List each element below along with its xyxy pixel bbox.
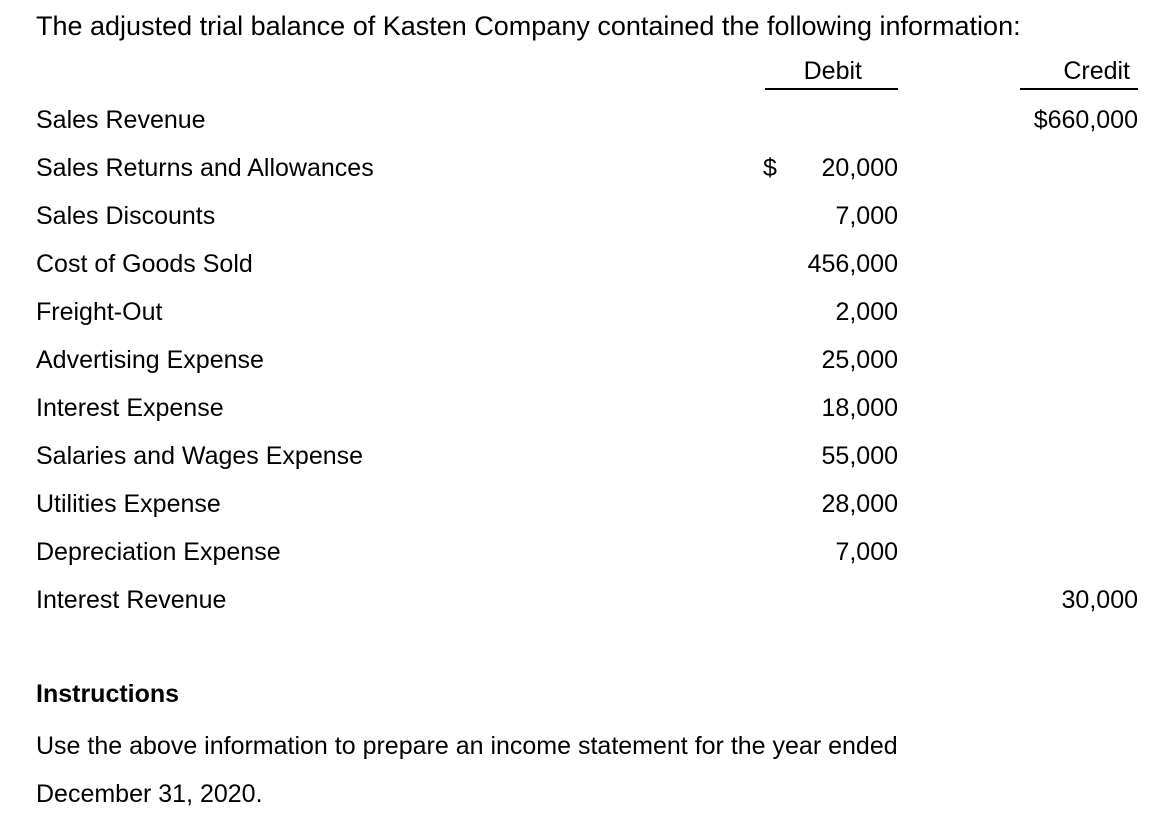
debit-amount: 7,000 xyxy=(835,202,898,230)
dollar-sign: $ xyxy=(763,154,777,182)
account-name: Sales Discounts xyxy=(36,202,216,230)
instructions-text xyxy=(36,722,1086,818)
instructions-title: Instructions xyxy=(36,680,180,708)
credit-amount: $660,000 xyxy=(1033,106,1138,134)
account-name: Salaries and Wages Expense xyxy=(36,442,364,470)
table-row xyxy=(0,144,1172,192)
table-row xyxy=(0,384,1172,432)
intro-text: The adjusted trial balance of Kasten Company contained the following information: xyxy=(36,11,1021,41)
account-name: Utilities Expense xyxy=(36,490,221,518)
debit-amount: 18,000 xyxy=(821,394,898,422)
table-row xyxy=(0,528,1172,576)
debit-amount: 25,000 xyxy=(821,346,898,374)
account-name: Depreciation Expense xyxy=(36,538,281,566)
credit-amount: 30,000 xyxy=(1061,586,1138,614)
debit-amount: 456,000 xyxy=(807,250,898,278)
table-row xyxy=(0,336,1172,384)
debit-amount: 20,000 xyxy=(821,154,898,182)
table-row xyxy=(0,288,1172,336)
table-row xyxy=(0,240,1172,288)
debit-column-header: Debit xyxy=(765,56,898,90)
trial-balance-table xyxy=(0,96,1172,624)
debit-amount: 2,000 xyxy=(835,298,898,326)
account-name: Interest Expense xyxy=(36,394,224,422)
debit-amount: 55,000 xyxy=(821,442,898,470)
account-name: Interest Revenue xyxy=(36,586,227,614)
table-row xyxy=(0,192,1172,240)
table-row xyxy=(0,432,1172,480)
account-name: Sales Returns and Allowances xyxy=(36,154,374,182)
table-row xyxy=(0,480,1172,528)
account-name: Advertising Expense xyxy=(36,346,264,374)
account-name: Freight-Out xyxy=(36,298,163,326)
table-row xyxy=(0,96,1172,144)
credit-column-header: Credit xyxy=(1020,56,1138,90)
table-row xyxy=(0,576,1172,624)
debit-amount: 28,000 xyxy=(821,490,898,518)
account-name: Cost of Goods Sold xyxy=(36,250,253,278)
instructions-line-2: December 31, 2020. xyxy=(36,780,263,808)
account-name: Sales Revenue xyxy=(36,106,206,134)
instructions-line-1: Use the above information to prepare an income statement for the year ended xyxy=(36,732,898,760)
debit-amount: 7,000 xyxy=(835,538,898,566)
